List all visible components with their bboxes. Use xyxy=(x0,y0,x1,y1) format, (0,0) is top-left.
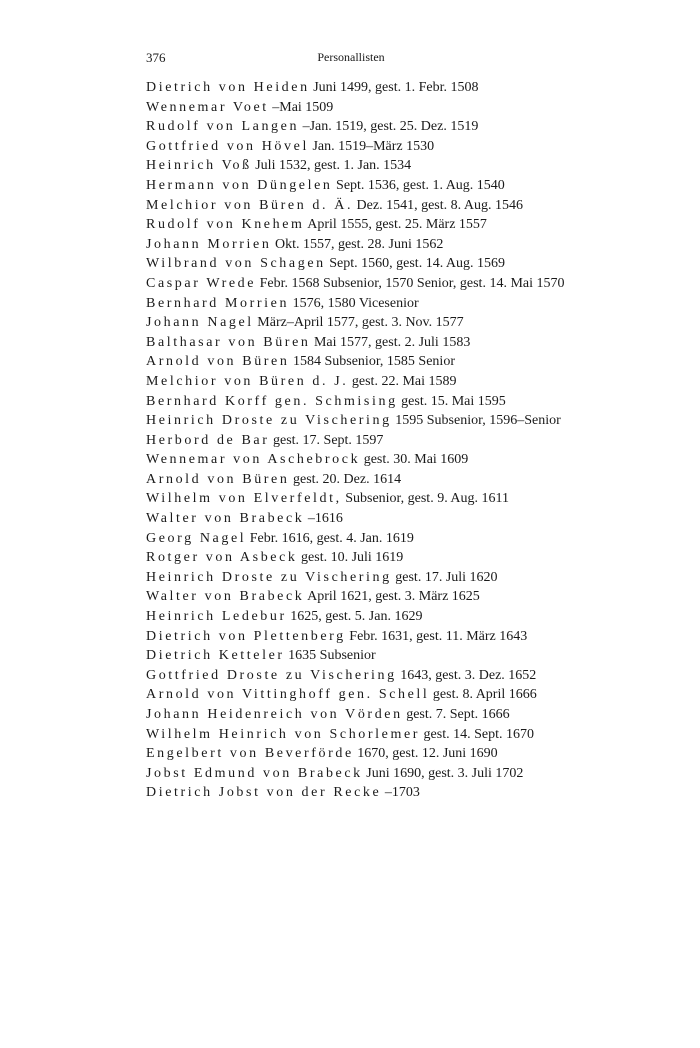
person-name: Rotger von Asbeck xyxy=(146,550,298,566)
person-details: 1584 Subsenior, 1585 Senior xyxy=(292,354,455,370)
list-item xyxy=(146,666,666,686)
person-details: –1703 xyxy=(384,785,420,801)
list-item xyxy=(146,529,666,549)
person-name: Heinrich Voß xyxy=(146,158,252,174)
list-item xyxy=(146,372,666,392)
list-item xyxy=(146,117,666,137)
list-item xyxy=(146,215,666,235)
person-details: gest. 17. Juli 1620 xyxy=(395,569,498,585)
person-details: Dez. 1541, gest. 8. Aug. 1546 xyxy=(356,197,523,213)
person-name: Gottfried von Hövel xyxy=(146,138,309,154)
person-details: Febr. 1616, gest. 4. Jan. 1619 xyxy=(249,530,414,546)
list-item xyxy=(146,568,666,588)
person-details: gest. 14. Sept. 1670 xyxy=(423,726,534,742)
list-item xyxy=(146,176,666,196)
person-details: 1595 Subsenior, 1596–Senior xyxy=(395,413,561,429)
person-details: Juni 1499, gest. 1. Febr. 1508 xyxy=(313,80,479,95)
person-details: 1625, gest. 5. Jan. 1629 xyxy=(290,609,423,625)
person-name: Dietrich von Heiden xyxy=(146,80,310,95)
list-item xyxy=(146,196,666,216)
person-name: Arnold von Büren xyxy=(146,354,290,370)
person-details: Febr. 1568 Subsenior, 1570 Senior, gest. 14. Mai 1570 xyxy=(259,275,565,291)
personnel-list xyxy=(146,78,666,803)
person-name: Dietrich Jobst von der Recke xyxy=(146,785,382,801)
list-item xyxy=(146,685,666,705)
list-item xyxy=(146,509,666,529)
list-item xyxy=(146,313,666,333)
person-details: 1635 Subsenior xyxy=(288,648,376,664)
list-item xyxy=(146,646,666,666)
list-item xyxy=(146,156,666,176)
list-item xyxy=(146,137,666,157)
person-name: Dietrich von Plettenberg xyxy=(146,628,346,644)
list-item xyxy=(146,352,666,372)
person-details: 1576, 1580 Vicesenior xyxy=(292,295,419,311)
list-item xyxy=(146,744,666,764)
person-name: Wilbrand von Schagen xyxy=(146,256,326,272)
list-item xyxy=(146,783,666,803)
person-name: Melchior von Büren d. J. xyxy=(146,373,349,389)
person-details: Subsenior, gest. 9. Aug. 1611 xyxy=(345,491,510,507)
person-name: Balthasar von Büren xyxy=(146,334,311,350)
person-name: Rudolf von Knehem xyxy=(146,217,305,233)
person-name: Wilhelm von Elverfeldt, xyxy=(146,491,342,507)
person-name: Wennemar Voet xyxy=(146,99,269,115)
page-number: 376 xyxy=(146,50,166,65)
list-item xyxy=(146,254,666,274)
person-details: April 1621, gest. 3. März 1625 xyxy=(307,589,480,605)
person-name: Heinrich Ledebur xyxy=(146,609,287,625)
person-name: Walter von Brabeck xyxy=(146,511,305,527)
person-name: Jobst Edmund von Brabeck xyxy=(146,765,363,781)
person-name: Johann Nagel xyxy=(146,315,254,331)
person-details: Febr. 1631, gest. 11. März 1643 xyxy=(349,628,528,644)
person-name: Gottfried Droste zu Vischering xyxy=(146,667,397,683)
person-name: Melchior von Büren d. Ä. xyxy=(146,197,354,213)
person-details: gest. 20. Dez. 1614 xyxy=(292,471,402,487)
person-details: gest. 8. April 1666 xyxy=(432,687,537,703)
person-details: –Jan. 1519, gest. 25. Dez. 1519 xyxy=(302,119,479,135)
person-name: Rudolf von Langen xyxy=(146,119,300,135)
person-details: Jan. 1519–März 1530 xyxy=(312,138,435,154)
person-details: gest. 15. Mai 1595 xyxy=(401,393,506,409)
list-item xyxy=(146,764,666,784)
list-item xyxy=(146,411,666,431)
list-item xyxy=(146,607,666,627)
person-details: 1643, gest. 3. Dez. 1652 xyxy=(400,667,537,683)
person-details: Juni 1690, gest. 3. Juli 1702 xyxy=(366,765,524,781)
person-details: Mai 1577, gest. 2. Juli 1583 xyxy=(313,334,471,350)
person-name: Bernhard Korff gen. Schmising xyxy=(146,393,398,409)
person-details: –1616 xyxy=(307,511,343,527)
list-item xyxy=(146,587,666,607)
person-name: Engelbert von Beverförde xyxy=(146,746,354,762)
person-name: Caspar Wrede xyxy=(146,275,257,291)
list-item xyxy=(146,470,666,490)
person-name: Walter von Brabeck xyxy=(146,589,305,605)
page-header xyxy=(146,50,556,70)
list-item xyxy=(146,98,666,118)
person-details: Juli 1532, gest. 1. Jan. 1534 xyxy=(255,158,412,174)
list-item xyxy=(146,705,666,725)
person-name: Wennemar von Aschebrock xyxy=(146,452,361,468)
person-details: gest. 7. Sept. 1666 xyxy=(406,707,510,722)
person-name: Heinrich Droste zu Vischering xyxy=(146,413,392,429)
person-details: Sept. 1536, gest. 1. Aug. 1540 xyxy=(336,177,505,193)
list-item xyxy=(146,489,666,509)
list-item xyxy=(146,333,666,353)
person-name: Arnold von Büren xyxy=(146,471,290,487)
list-item xyxy=(146,78,666,98)
person-name: Johann Heidenreich von Vörden xyxy=(146,707,403,722)
list-item xyxy=(146,548,666,568)
list-item xyxy=(146,627,666,647)
person-name: Johann Morrien xyxy=(146,236,272,252)
person-name: Hermann von Düngelen xyxy=(146,177,333,193)
list-item xyxy=(146,294,666,314)
person-details: gest. 22. Mai 1589 xyxy=(351,373,457,389)
person-details: März–April 1577, gest. 3. Nov. 1577 xyxy=(257,315,464,331)
list-item xyxy=(146,450,666,470)
list-item xyxy=(146,431,666,451)
person-details: gest. 10. Juli 1619 xyxy=(301,550,404,566)
person-details: Sept. 1560, gest. 14. Aug. 1569 xyxy=(329,256,506,272)
person-details: Okt. 1557, gest. 28. Juni 1562 xyxy=(274,236,444,252)
person-name: Arnold von Vittinghoff gen. Schell xyxy=(146,687,430,703)
person-details: gest. 17. Sept. 1597 xyxy=(272,432,384,448)
person-name: Herbord de Bar xyxy=(146,432,270,448)
person-details: –Mai 1509 xyxy=(272,99,334,115)
person-details: 1670, gest. 12. Juni 1690 xyxy=(357,746,498,762)
list-item xyxy=(146,274,666,294)
person-name: Heinrich Droste zu Vischering xyxy=(146,569,392,585)
list-item xyxy=(146,235,666,255)
running-title: Personallisten xyxy=(317,50,385,64)
person-details: gest. 30. Mai 1609 xyxy=(363,452,469,468)
person-name: Dietrich Ketteler xyxy=(146,648,285,664)
list-item xyxy=(146,725,666,745)
person-name: Wilhelm Heinrich von Schorlemer xyxy=(146,726,421,742)
list-item xyxy=(146,392,666,412)
person-details: April 1555, gest. 25. März 1557 xyxy=(307,217,487,233)
person-name: Georg Nagel xyxy=(146,530,247,546)
person-name: Bernhard Morrien xyxy=(146,295,290,311)
